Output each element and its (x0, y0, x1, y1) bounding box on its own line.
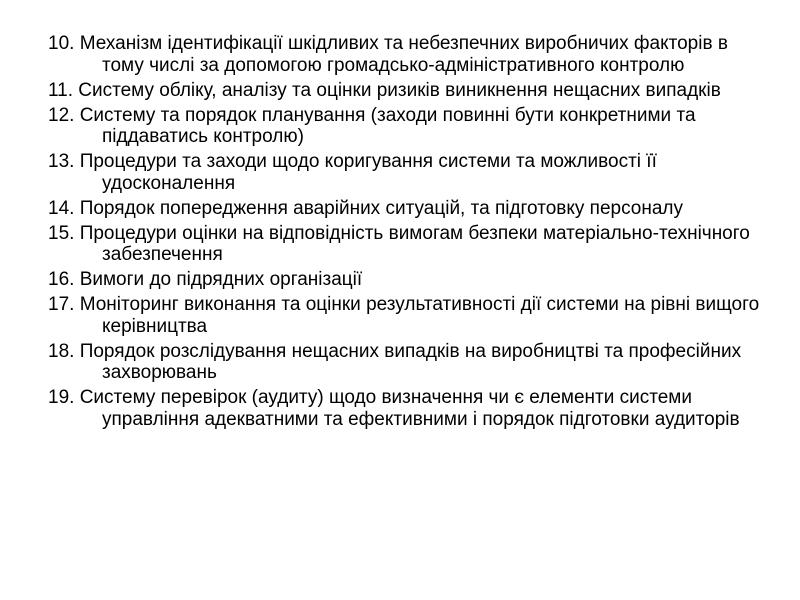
list-item-16 (48, 269, 760, 291)
list-item-text: Механізм ідентифікації шкідливих та небезпечних виробничих факторів в тому числі за допомогою громадсько-адміністративного контролю (79, 33, 728, 76)
list-item-number: 15. (48, 222, 75, 244)
list-item-text: Моніторинг виконання та оцінки результативності дії системи на рівні вищого керівництва (79, 294, 760, 337)
list-item-text: Вимоги до підрядних організації (79, 269, 363, 290)
list-item-text: Систему обліку, аналізу та оцінки ризиків виникнення нещасних випадків (78, 79, 721, 101)
list-item-18 (48, 341, 760, 384)
list-item-number: 10. (48, 33, 75, 54)
list-item-11 (48, 80, 760, 102)
list-item-13 (48, 151, 760, 194)
list-item-10 (48, 33, 760, 76)
list-item-number: 19. (48, 387, 75, 408)
list-item-14 (48, 198, 760, 220)
list-item-number: 13. (48, 151, 75, 172)
list-item-number: 12. (48, 104, 75, 126)
list-item-19 (48, 387, 760, 430)
list-item-number: 18. (48, 340, 75, 362)
list-item-number: 16. (48, 269, 75, 290)
list-item-15 (48, 223, 760, 266)
list-item-text: Систему перевірок (аудиту) щодо визначення чи є елементи системи управління адекватними та ефективними і порядок підготовки аудиторів (79, 387, 740, 430)
list-item-number: 14. (48, 197, 75, 219)
list-item-text: Процедури оцінки на відповідність вимогам безпеки матеріально-технічного забезпечення (79, 222, 750, 265)
list-item-number: 17. (48, 294, 75, 315)
list-item-text: Порядок розслідування нещасних випадків на виробництві та професійних захворювань (79, 340, 742, 383)
list-item-17 (48, 294, 760, 337)
list-item-12 (48, 105, 760, 148)
list-item-text: Порядок попередження аварійних ситуацій, та підготовку персоналу (79, 197, 684, 219)
list-item-text: Процедури та заходи щодо коригування системи та можливості її удосконалення (79, 151, 657, 194)
list-item-text: Систему та порядок планування (заходи повинні бути конкретними та піддаватись контролю) (79, 104, 696, 147)
numbered-list (48, 33, 760, 434)
list-item-number: 11. (48, 79, 74, 101)
